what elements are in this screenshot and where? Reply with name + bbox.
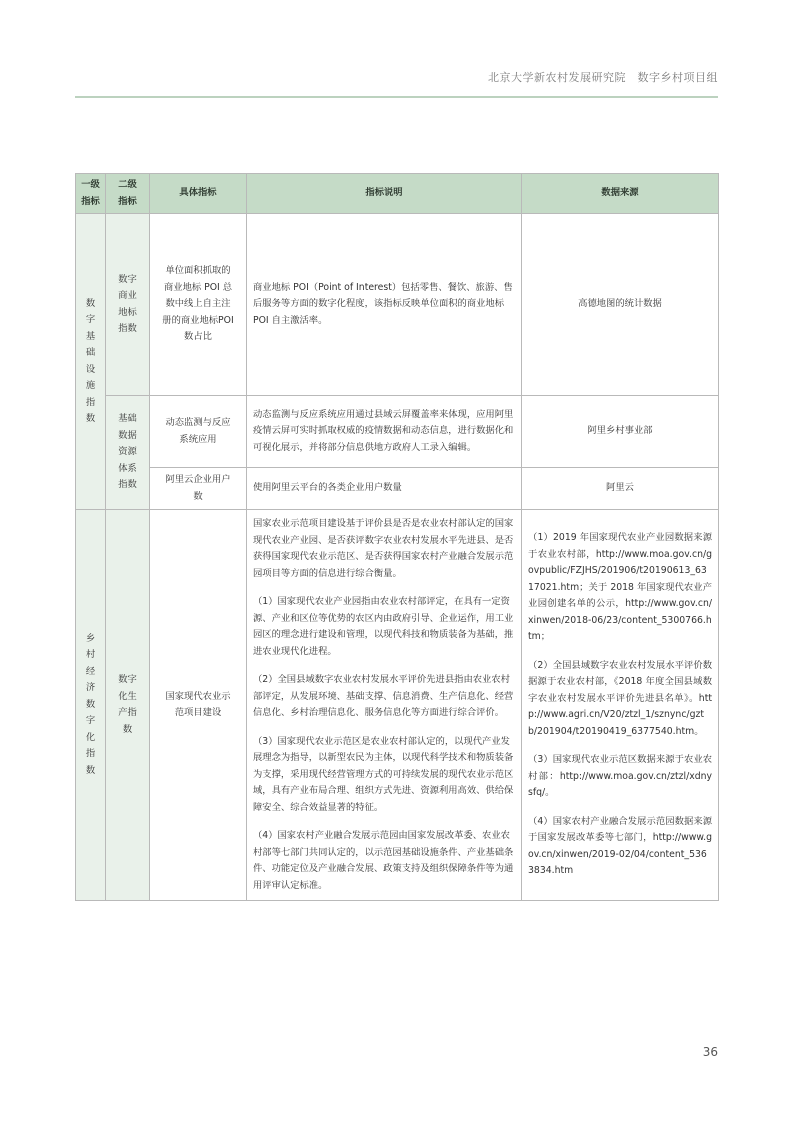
indicator-agri-demo-project: 国家现代农业示 范项目建设 bbox=[150, 510, 247, 901]
header-divider bbox=[75, 96, 718, 98]
explanation-paragraph: （1）国家现代农业产业园指由农业农村部评定，在具有一定资源、产业和区位等优势的农区内由政府引导、企业运作，用工业园区的理念进行建设和管理，以现代科技和物质装备为基础，推进农业现代化进程。 bbox=[253, 596, 514, 657]
header-level2-text: 二级 指标 bbox=[118, 179, 137, 207]
header-level2 bbox=[106, 174, 150, 214]
level1-digital-infrastructure-text: 数 字 基 础 设 施 指 数 bbox=[85, 297, 96, 424]
source-aliyun: 阿里云 bbox=[522, 468, 719, 510]
source-paragraph: （1）2019 年国家现代农业产业园数据来源于农业农村部，http://www.moa.gov.cn/govpublic/FZJHS/201906/t20190613_6317021.htm；关于 2018 年国家现代农业产业园创建名单的公示，http://www.gov.cn/xinwen/2018-06/23/content_5300766.htm； bbox=[528, 532, 712, 643]
indicator-dynamic-monitoring: 动态监测与反应 系统应用 bbox=[150, 396, 247, 468]
header-level1-text: 一级 指标 bbox=[81, 179, 100, 207]
explanation-paragraph: （4）国家农村产业融合发展示范园由国家发展改革委、农业农村部等七部门共同认定的，以示范园基础设施条件、产业基础条件、功能定位及产业融合发展、政策支持及组织保障条件等为通用评审认定标准。 bbox=[253, 830, 514, 891]
level2-digital-production bbox=[106, 510, 150, 901]
explanation-paragraph: 国家农业示范项目建设基于评价县是否是农业农村部认定的国家现代农业产业园、是否获评数字农业农村发展水平先进县、是否获得国家现代农业示范区、是否获得国家农村产业融合发展示范园项目等方面的信息进行综合衡量。 bbox=[253, 518, 514, 579]
level2-basic-data-resource-text: 基础 数据 资源 体系 指数 bbox=[118, 413, 137, 491]
indicator-poi-ratio: 单位面积抓取的 商业地标 POI 总 数中线上自主注 册的商业地标POI 数占比 bbox=[150, 214, 247, 396]
header-level1 bbox=[76, 174, 106, 214]
source-amap: 高德地图的统计数据 bbox=[522, 214, 719, 396]
source-paragraph: （4）国家农村产业融合发展示范园数据来源于国家发展改革委等七部门，http://www.gov.cn/xinwen/2019-02/04/content_5363834.htm bbox=[528, 815, 712, 877]
table-row bbox=[76, 468, 719, 510]
level1-digital-infrastructure bbox=[76, 214, 106, 510]
level2-commercial-landmark bbox=[106, 214, 150, 396]
table-header-row bbox=[76, 174, 719, 214]
level2-basic-data-resource bbox=[106, 396, 150, 510]
explanation-paragraph: （2）全国县域数字农业农村发展水平评价先进县指由农业农村部评定，从发展环境、基础支撑、信息消费、生产信息化、经营信息化、乡村治理信息化、服务信息化等方面进行综合评价。 bbox=[253, 674, 514, 718]
explanation-paragraph: （3）国家现代农业示范区是农业农村部认定的，以现代产业发展理念为指导，以新型农民为主体，以现代科学技术和物质装备为支撑，采用现代经营管理方式的可持续发展的现代农业示范区域，具有产业布局合理、组织方式先进、资源利用高效、供给保障安全、综合效益显著的特征。 bbox=[253, 735, 514, 813]
level2-digital-production-text: 数字 化生 产指 数 bbox=[118, 674, 137, 735]
level2-commercial-landmark-text: 数字 商业 地标 指数 bbox=[118, 273, 137, 334]
source-ali-rural: 阿里乡村事业部 bbox=[522, 396, 719, 468]
source-paragraph: （3）国家现代农业示范区数据来源于农业农村部：http://www.moa.gov.cn/ztzl/xdnysfq/。 bbox=[528, 754, 712, 799]
explanation-poi: 商业地标 POI（Point of Interest）包括零售、餐饮、旅游、售后服务等方面的数字化程度，该指标反映单位面积的商业地标 POI 自主激活率。 bbox=[247, 214, 522, 396]
table-row bbox=[76, 396, 719, 468]
indicator-table bbox=[75, 173, 719, 901]
header-source: 数据来源 bbox=[522, 174, 719, 214]
header-explanation: 指标说明 bbox=[247, 174, 522, 214]
explanation-aliyun-users: 使用阿里云平台的各类企业用户数量 bbox=[247, 468, 522, 510]
explanation-dynamic-monitoring: 动态监测与反应系统应用通过县域云屏覆盖率来体现，应用阿里疫情云屏可实时抓取权威的疫情数据和动态信息，进行数据化和可视化展示，并将部分信息供地方政府人工录入编辑。 bbox=[247, 396, 522, 468]
indicator-aliyun-users: 阿里云企业用户 数 bbox=[150, 468, 247, 510]
page-number: 36 bbox=[702, 1045, 718, 1059]
table-row bbox=[76, 510, 719, 901]
source-paragraph: （2）全国县域数字农业农村发展水平评价数据源于农业农村部，《2018 年度全国县域数字农业农村发展水平评价先进县名单》。http://www.agri.cn/V20/ztzl_1/sznync/gztb/201904/t20190419_6377540.htm。 bbox=[528, 659, 712, 737]
explanation-agri-demo bbox=[247, 510, 522, 901]
source-agri-demo bbox=[522, 510, 719, 901]
table-row bbox=[76, 214, 719, 396]
level1-rural-economy-text: 乡 村 经 济 数 字 化 指 数 bbox=[85, 632, 96, 776]
header-indicator: 具体指标 bbox=[150, 174, 247, 214]
header-org-line: 北京大学新农村发展研究院 数字乡村项目组 bbox=[488, 71, 718, 84]
level1-rural-economy bbox=[76, 510, 106, 901]
